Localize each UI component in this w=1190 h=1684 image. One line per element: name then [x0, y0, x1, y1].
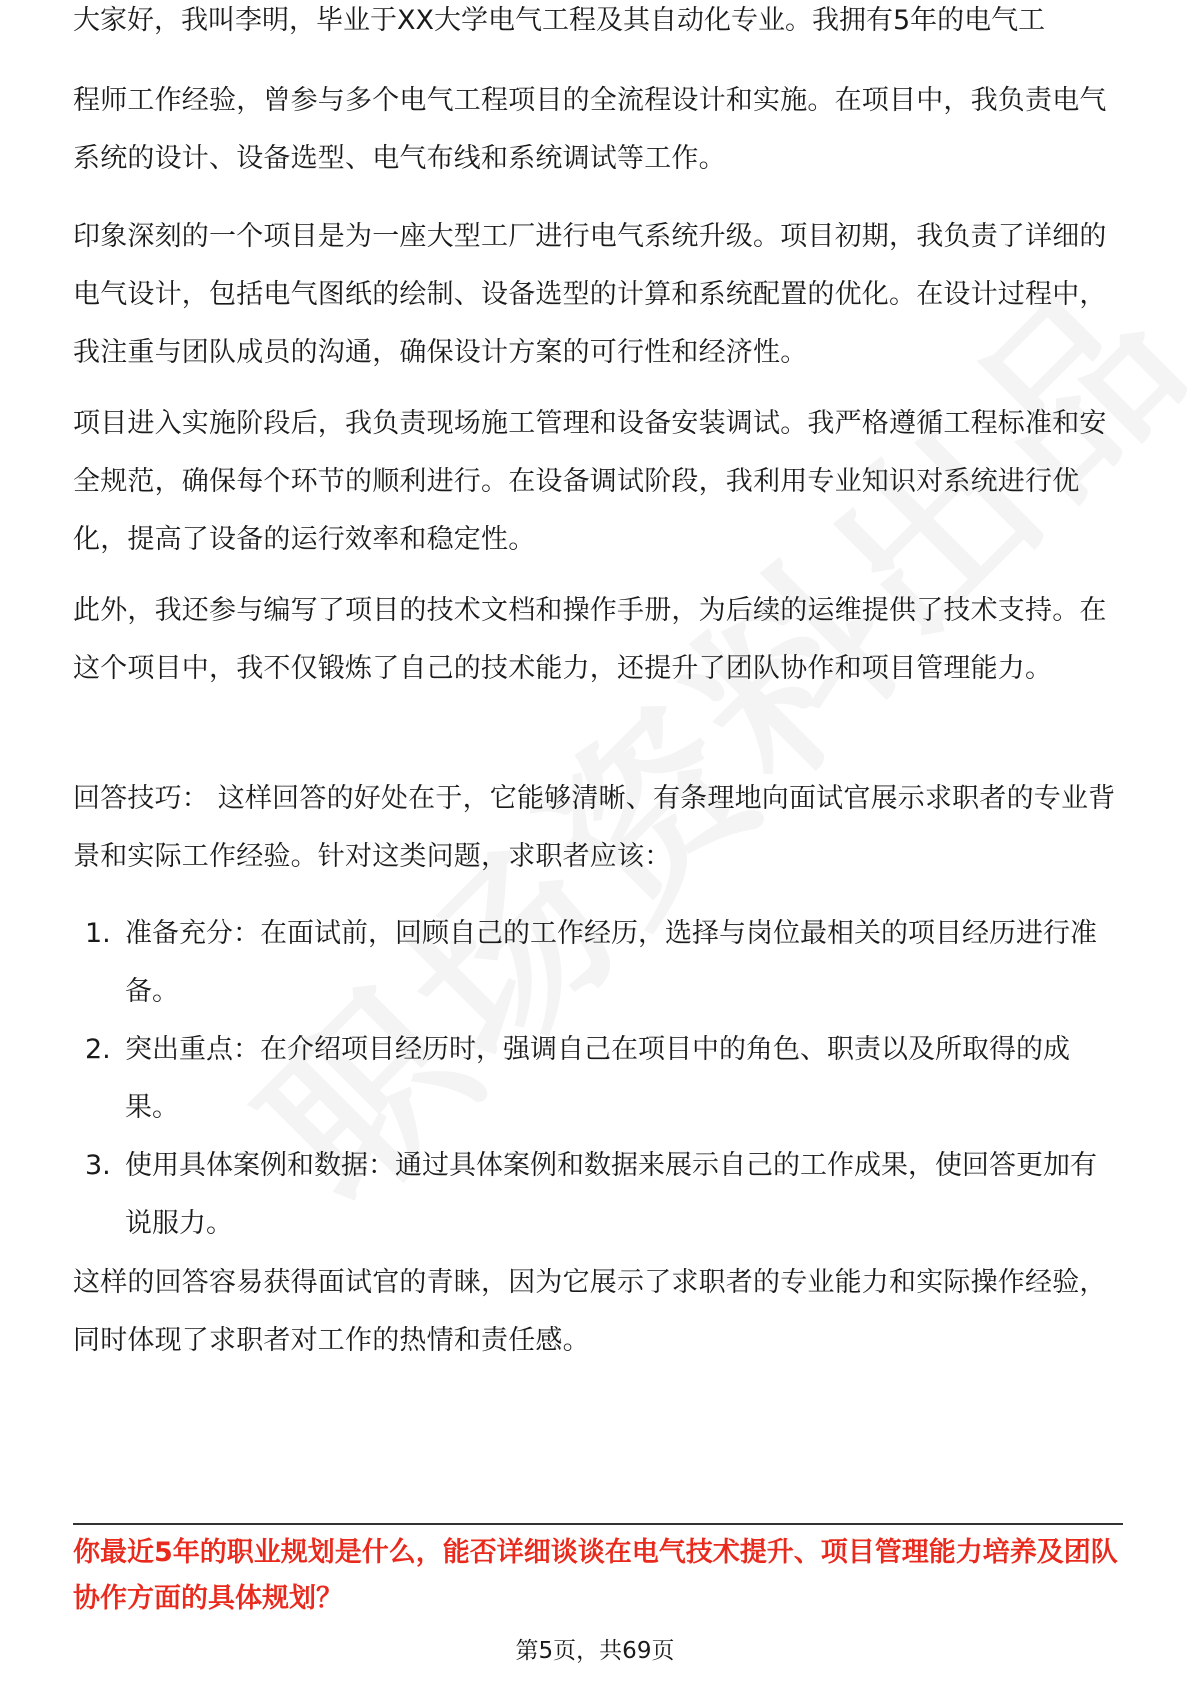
paragraph-intro — [73, 72, 1123, 188]
section-divider — [73, 1523, 1123, 1525]
list-text: 使用具体案例和数据：通过具体案例和数据来展示自己的工作成果，使回答更加有说服力。 — [125, 1150, 1097, 1239]
list-number: 2. — [85, 1034, 111, 1065]
cut-off-line: 大家好，我叫李明，毕业于XX大学电气工程及其自动化专业。我拥有5年的电气工 — [73, 5, 1046, 36]
paragraph-closing — [73, 1254, 1123, 1370]
tips-list — [73, 905, 1123, 1253]
paragraph-documentation — [73, 582, 1123, 698]
list-number: 3. — [85, 1150, 111, 1181]
list-text: 准备充分：在面试前，回顾自己的工作经历，选择与岗位最相关的项目经历进行准备。 — [125, 918, 1097, 1007]
paragraph-answer-tips — [73, 770, 1123, 886]
paragraph-implementation — [73, 395, 1123, 569]
list-item — [73, 1021, 1123, 1137]
next-question-heading: 你最近5年的职业规划是什么，能否详细谈谈在电气技术提升、项目管理能力培养及团队协作方面的具体规划？ — [73, 1537, 1118, 1614]
paragraph: 项目进入实施阶段后，我负责现场施工管理和设备安装调试。我严格遵循工程标准和安全规范，确保每个环节的顺利进行。在设备调试阶段，我利用专业知识对系统进行优化，提高了设备的运行效率和稳定性。 — [73, 408, 1107, 555]
page-footer: 第5页，共69页 — [515, 1638, 675, 1664]
list-item — [73, 905, 1123, 1021]
list-number: 1. — [85, 918, 111, 949]
paragraph: 这样的回答容易获得面试官的青睐，因为它展示了求职者的专业能力和实际操作经验，同时体现了求职者对工作的热情和责任感。 — [73, 1267, 1107, 1356]
paragraph: 回答技巧： 这样回答的好处在于，它能够清晰、有条理地向面试官展示求职者的专业背景和实际工作经验。针对这类问题，求职者应该： — [73, 783, 1116, 872]
list-text: 突出重点：在介绍项目经历时，强调自己在项目中的角色、职责以及所取得的成果。 — [125, 1034, 1070, 1123]
paragraph: 印象深刻的一个项目是为一座大型工厂进行电气系统升级。项目初期，我负责了详细的电气设计，包括电气图纸的绘制、设备选型的计算和系统配置的优化。在设计过程中，我注重与团队成员的沟通，确保设计方案的可行性和经济性。 — [73, 221, 1107, 368]
list-item — [73, 1137, 1123, 1253]
paragraph: 此外，我还参与编写了项目的技术文档和操作手册，为后续的运维提供了技术支持。在这个项目中，我不仅锻炼了自己的技术能力，还提升了团队协作和项目管理能力。 — [73, 595, 1107, 684]
tips-list-container — [73, 905, 1123, 1253]
paragraph: 程师工作经验，曾参与多个电气工程项目的全流程设计和实施。在项目中，我负责电气系统的设计、设备选型、电气布线和系统调试等工作。 — [73, 85, 1107, 174]
paragraph-project — [73, 208, 1123, 382]
